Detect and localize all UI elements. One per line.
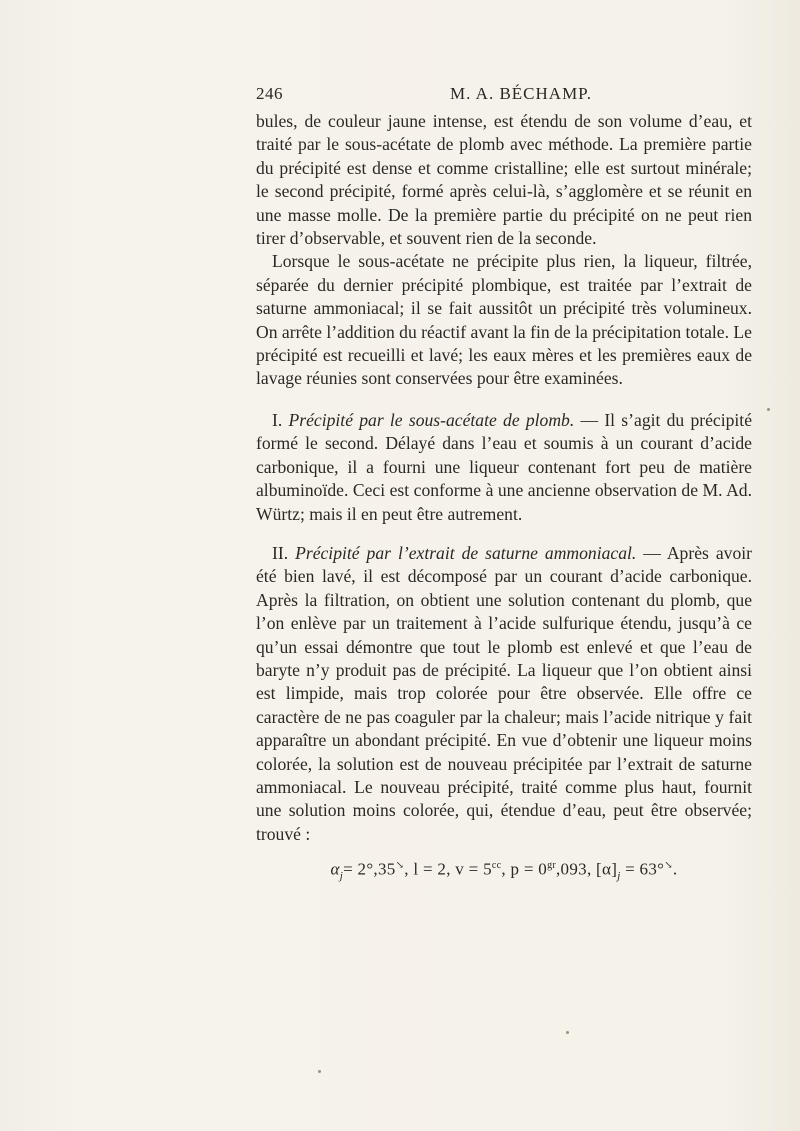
formula [256, 854, 752, 888]
formula-alpha-val: = 2°,35 [343, 859, 396, 879]
paragraph-2: Lorsque le sous-acétate ne précipite plus rien, la liqueur, filtrée, séparée du dernier précipité plombique, est traitée par l’extrait de saturne ammoniacal; il se fait aussitôt un précipité très volumineux. On arrête l’addition du réactif avant la fin de la précipitation totale. Le précipité est recueilli et lavé; les eaux mères et les premières eaux de lavage réunies sont conservées pour être examinées. [256, 251, 752, 389]
formula-gr: gr [547, 860, 556, 872]
page-number: 246 [256, 84, 283, 103]
body-text [256, 110, 752, 889]
paper-speck [566, 1031, 569, 1034]
paragraph-1: bules, de couleur jaune intense, est étendu de son volume d’eau, et traité par le sous-acétate de plomb avec méthode. La première partie du précipité est dense et comme cristalline; elle est surtout minérale; le second précipité, formé après celui-là, s’agglomère et se réunit en une masse molle. De la première partie du précipité on ne peut rien tirer d’observable, et souvent rien de la seconde. [256, 111, 752, 249]
paper-speck [767, 408, 770, 411]
formula-p-val: ,093, [α] [556, 859, 618, 879]
formula-j: j [617, 870, 621, 883]
formula-specific-rotation: = 63° [620, 859, 665, 879]
section-1-text: — Il s’agit du précipité formé le second. Délayé dans l’eau et soumis à un courant d’acide carbonique, il a fourni une liqueur contenant fort peu de matière albuminoïde. Ceci est conforme à une ancienne observation de M. Ad. Würtz; mais il en peut être autrement. [256, 409, 752, 524]
formula-p: , p = 0 [501, 859, 548, 879]
section-2-label: II. [272, 542, 289, 563]
running-title: M. A. BÉCHAMP. [450, 84, 593, 103]
formula-l-v: , l = 2, v = 5 [404, 859, 492, 879]
paper-speck [318, 1070, 321, 1073]
section-1-heading: Précipité par le sous-acétate de plomb. [288, 409, 575, 430]
section-2-text: — Après avoir été bien lavé, il est décomposé par un courant d’acide carbonique. Après la filtration, on obtient une solution contenant du plomb, que l’on enlève par un traitement à l’acide sulfurique étendu, jusqu’à ce qu’un essai démontre que tout le plomb est enlevé et que l’eau de baryte n’y produit pas de précipité. La liqueur que l’on obtient ainsi est limpide, mais trop colorée pour être observée. Elle offre ce caractère de ne pas coaguler par la chaleur; mais l’acide nitrique y fait apparaître un abondant précipité. En vue d’obtenir une liqueur moins colorée, la solution est de nouveau précipitée par l’extrait de saturne ammoniacal. Le nouveau précipité, traité comme plus haut, fournit une solution moins colorée, qui, étendue d’eau, peut être observée; trouvé : [256, 542, 752, 844]
section-2 [256, 542, 752, 846]
formula-end: . [672, 859, 678, 879]
section-1 [256, 409, 752, 526]
formula-cc: cc [491, 860, 502, 872]
formula-alpha: α [330, 859, 340, 879]
section-2-heading: Précipité par l’extrait de saturne ammoniacal. [295, 542, 637, 563]
formula-alpha-sub: j [339, 870, 344, 883]
rotation-mark-1: ↘ [395, 860, 405, 872]
section-1-label: I. [272, 409, 283, 430]
rotation-mark-2: ↘ [664, 860, 673, 872]
